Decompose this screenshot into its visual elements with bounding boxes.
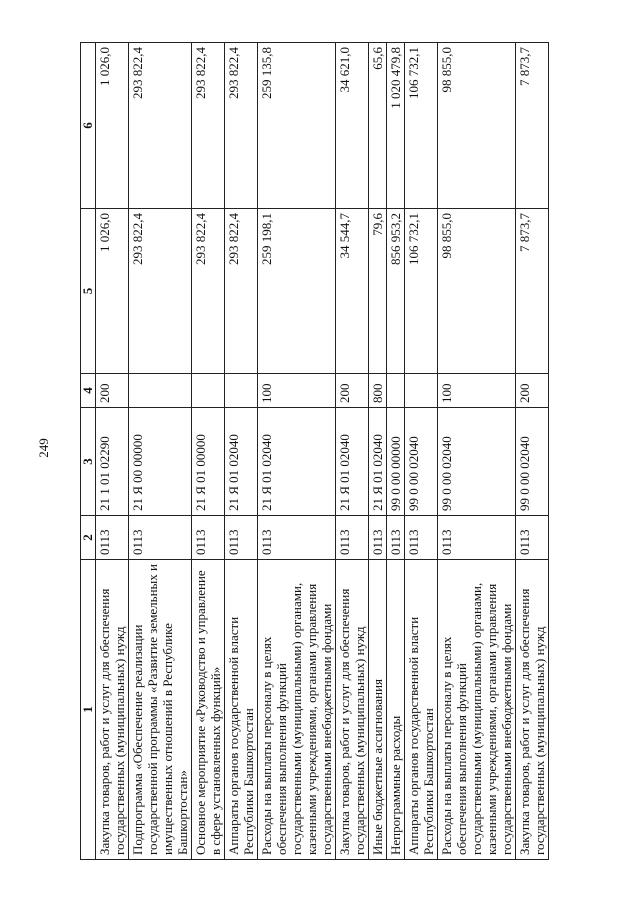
- row-value-cell: 98 855,0: [438, 209, 516, 374]
- header-cell: 6: [81, 43, 96, 209]
- row-name-cell: Закупка товаров, работ и услуг для обеспечения государственных (муниципальных) нужд: [516, 560, 549, 860]
- row-value-cell: 800: [369, 374, 387, 408]
- header-cell: 4: [81, 374, 96, 408]
- row-value-cell: 0113: [516, 516, 549, 560]
- row-value-cell: 1 026,0: [96, 43, 129, 209]
- budget-table: [80, 42, 549, 860]
- header-cell: 1: [81, 560, 96, 860]
- row-name-cell: Основное мероприятие «Руководство и управление в сфере установленных функций»: [192, 560, 225, 860]
- document-sheet: [80, 43, 605, 860]
- row-value-cell: 21 1 01 02290: [96, 408, 129, 516]
- page-number: 249: [36, 438, 51, 458]
- row-value-cell: 7 873,7: [516, 43, 549, 209]
- row-name-cell: Аппараты органов государственной власти Республики Башкортостан: [225, 560, 258, 860]
- table-row: [387, 43, 405, 860]
- row-value-cell: 65,6: [369, 43, 387, 209]
- table-row: [96, 43, 129, 860]
- row-value-cell: 0113: [438, 516, 516, 560]
- row-name-cell: Аппараты органов государственной власти Республики Башкортостан: [405, 560, 438, 860]
- header-row: [81, 43, 96, 860]
- row-value-cell: 34 544,7: [336, 209, 369, 374]
- row-value-cell: 0113: [192, 516, 225, 560]
- table-body: [96, 43, 549, 860]
- header-cell: 2: [81, 516, 96, 560]
- row-value-cell: 293 822,4: [129, 209, 192, 374]
- row-value-cell: 293 822,4: [225, 43, 258, 209]
- row-name-cell: Расходы на выплаты персоналу в целях обеспечения выполнения функций государственными (муниципальными) органами, казенными учреждениями, органами управления государственными внебюджетными фондами: [258, 560, 336, 860]
- row-value-cell: 0113: [405, 516, 438, 560]
- row-value-cell: 0113: [225, 516, 258, 560]
- row-value-cell: 99 0 00 02040: [405, 408, 438, 516]
- row-value-cell: 7 873,7: [516, 209, 549, 374]
- row-value-cell: 21 Я 01 00000: [192, 408, 225, 516]
- row-value-cell: 21 Я 01 02040: [336, 408, 369, 516]
- row-value-cell: [387, 374, 405, 408]
- row-name-cell: Непрограммные расходы: [387, 560, 405, 860]
- row-name-cell: Закупка товаров, работ и услуг для обеспечения государственных (муниципальных) нужд: [336, 560, 369, 860]
- row-value-cell: 100: [438, 374, 516, 408]
- row-value-cell: 0113: [387, 516, 405, 560]
- row-value-cell: 259 198,1: [258, 209, 336, 374]
- row-value-cell: [405, 374, 438, 408]
- row-value-cell: 106 732,1: [405, 209, 438, 374]
- row-name-cell: Закупка товаров, работ и услуг для обеспечения государственных (муниципальных) нужд: [96, 560, 129, 860]
- row-value-cell: 99 0 00 00000: [387, 408, 405, 516]
- table-row: [405, 43, 438, 860]
- row-value-cell: 293 822,4: [129, 43, 192, 209]
- row-value-cell: 200: [516, 374, 549, 408]
- row-value-cell: 200: [96, 374, 129, 408]
- header-cell: 5: [81, 209, 96, 374]
- row-value-cell: 106 732,1: [405, 43, 438, 209]
- row-value-cell: 99 0 00 02040: [438, 408, 516, 516]
- row-value-cell: 0113: [336, 516, 369, 560]
- row-value-cell: 98 855,0: [438, 43, 516, 209]
- header-cell: 3: [81, 408, 96, 516]
- row-value-cell: 293 822,4: [225, 209, 258, 374]
- row-name-cell: Расходы на выплаты персоналу в целях обеспечения выполнения функций государственными (муниципальными) органами, казенными учреждениями, органами управления государственными внебюджетными фондами: [438, 560, 516, 860]
- table-row: [258, 43, 336, 860]
- row-value-cell: 21 Я 01 02040: [258, 408, 336, 516]
- row-value-cell: [225, 374, 258, 408]
- row-value-cell: 259 135,8: [258, 43, 336, 209]
- table-row: [192, 43, 225, 860]
- table-row: [516, 43, 549, 860]
- row-value-cell: 21 Я 01 02040: [369, 408, 387, 516]
- table-row: [369, 43, 387, 860]
- row-value-cell: [192, 374, 225, 408]
- row-value-cell: 0113: [129, 516, 192, 560]
- row-value-cell: 1 026,0: [96, 209, 129, 374]
- row-value-cell: 21 Я 00 00000: [129, 408, 192, 516]
- row-value-cell: [129, 374, 192, 408]
- table-row: [336, 43, 369, 860]
- rotated-table-container: [80, 43, 605, 860]
- table-row: [438, 43, 516, 860]
- row-name-cell: Иные бюджетные ассигнования: [369, 560, 387, 860]
- row-value-cell: 293 822,4: [192, 43, 225, 209]
- row-value-cell: 0113: [96, 516, 129, 560]
- row-name-cell: Подпрограмма «Обеспечение реализации государственной программы «Развитие земельных и имущественных отношений в Республике Башкортостан»: [129, 560, 192, 860]
- row-value-cell: 0113: [258, 516, 336, 560]
- row-value-cell: 0113: [369, 516, 387, 560]
- row-value-cell: 34 621,0: [336, 43, 369, 209]
- table-row: [129, 43, 192, 860]
- row-value-cell: 100: [258, 374, 336, 408]
- row-value-cell: 79,6: [369, 209, 387, 374]
- row-value-cell: 1 020 479,8: [387, 43, 405, 209]
- table-row: [225, 43, 258, 860]
- row-value-cell: 99 0 00 02040: [516, 408, 549, 516]
- row-value-cell: 200: [336, 374, 369, 408]
- row-value-cell: 293 822,4: [192, 209, 225, 374]
- row-value-cell: 21 Я 01 02040: [225, 408, 258, 516]
- row-value-cell: 856 953,2: [387, 209, 405, 374]
